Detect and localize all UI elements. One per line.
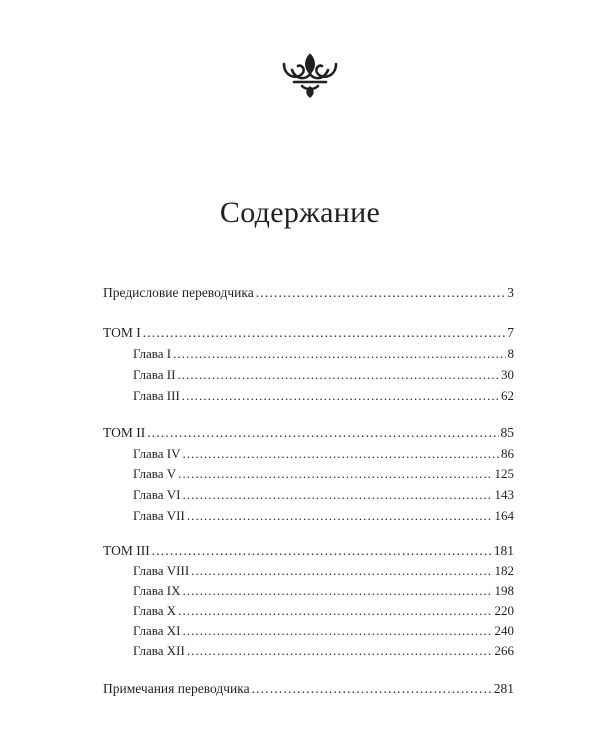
dot-leader [252,679,492,699]
toc-entry-page: 164 [494,508,514,523]
fleuron-ornament-icon [280,50,340,100]
toc-entry [103,423,514,443]
toc-entry-page: 7 [507,325,514,340]
toc-entry-page: 30 [501,367,514,382]
toc-entry-label: Глава II [133,367,176,382]
toc-entry [133,601,514,621]
toc-entry [133,561,514,581]
toc-entry-page: 266 [494,643,514,658]
toc-entry-label: Глава VI [133,487,181,502]
toc-entry [133,444,514,464]
toc-entry-label: Глава X [133,603,177,618]
toc-entry-page: 143 [494,487,514,502]
toc-entry-label: Глава IV [133,446,181,461]
toc-entry [133,581,514,601]
dot-leader [178,464,492,484]
dot-leader [143,323,506,343]
toc-entry [103,541,514,561]
toc-entry-label: Примечания переводчика [103,681,250,696]
dot-leader [183,621,493,641]
toc-entry-label: Глава III [133,388,180,403]
toc-entry [133,344,514,364]
dot-leader [187,641,493,661]
toc-entry-page: 3 [507,285,514,300]
toc-entry-page: 8 [507,346,514,361]
toc-entry [133,485,514,505]
toc-entry-label: ТОМ I [103,325,141,340]
page-title: Содержание [219,196,381,229]
toc-entry-page: 220 [494,603,514,618]
dot-leader [183,581,493,601]
toc-entry-page: 181 [493,543,514,558]
dot-leader [152,541,492,561]
dot-leader [187,506,493,526]
dot-leader [183,444,500,464]
toc-entry [133,386,514,406]
toc-entry [103,283,514,303]
toc-entry-page: 182 [494,563,514,578]
toc-entry-label: Глава I [133,346,172,361]
toc-entry [103,679,514,699]
toc-entry-label: ТОМ II [103,425,146,440]
toc-entry [133,641,514,661]
toc-entry-label: Глава V [133,466,177,481]
dot-leader [147,423,498,443]
dot-leader [182,386,499,406]
toc-entry [133,365,514,385]
dot-leader [173,344,505,364]
toc-entry [103,323,514,343]
dot-leader [177,365,499,385]
toc-entry-label: ТОМ III [103,543,150,558]
toc-entry-page: 198 [494,583,514,598]
toc-entry-page: 281 [493,681,514,696]
dot-leader [256,283,506,303]
toc-entry-label: Глава VII [133,508,185,523]
toc-entry-label: Глава XI [133,623,181,638]
toc-entry [133,464,514,484]
toc-entry [133,621,514,641]
toc-entry-page: 86 [501,446,514,461]
dot-leader [178,601,492,621]
dot-leader [183,485,493,505]
dot-leader [191,561,492,581]
toc-entry-label: Предисловие переводчика [103,285,254,300]
toc-entry-page: 62 [501,388,514,403]
toc-entry-page: 125 [494,466,514,481]
toc-entry-page: 85 [500,425,514,440]
toc-entry-label: Глава XII [133,643,185,658]
toc-entry [133,506,514,526]
toc-entry-label: Глава VIII [133,563,190,578]
toc-entry-page: 240 [494,623,514,638]
toc-entry-label: Глава IX [133,583,181,598]
